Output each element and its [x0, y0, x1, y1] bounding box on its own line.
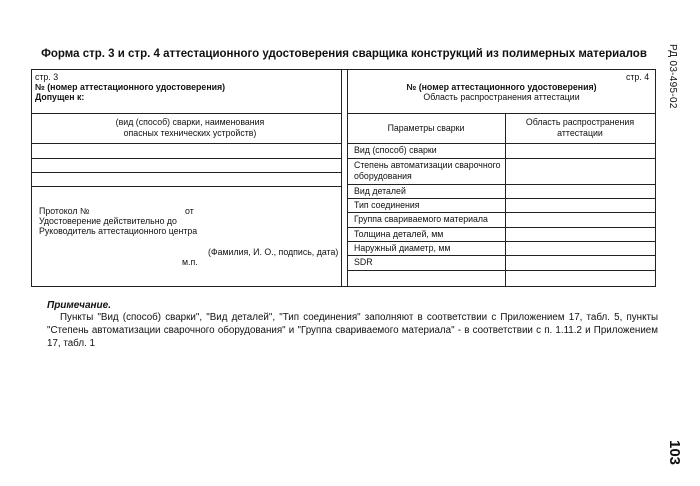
row-line: [347, 113, 656, 114]
stamp-label: м.п.: [182, 257, 198, 267]
param-row-label: SDR: [354, 257, 373, 267]
valid-until-label: Удостоверение действительно до: [39, 216, 177, 226]
row-line: [347, 198, 656, 199]
table-bottom-border: [31, 286, 656, 287]
row-line: [347, 270, 656, 271]
page-divider: [341, 69, 342, 287]
param-row-label: Вид (способ) сварки: [354, 145, 437, 155]
protocol-date-label: от: [185, 206, 194, 216]
param-row-label: Группа свариваемого материала: [354, 214, 488, 224]
param-row-label: Вид деталей: [354, 186, 406, 196]
row-line: [347, 184, 656, 185]
note-title: Примечание.: [47, 300, 111, 311]
certificate-number-left: № (номер аттестационного удостоверения): [35, 82, 226, 92]
admitted-label: Допущен к:: [35, 92, 85, 102]
param-row-label: Толщина деталей, мм: [354, 229, 444, 239]
table-left-border: [31, 69, 32, 287]
protocol-number-label: Протокол №: [39, 206, 90, 216]
row-line: [31, 113, 342, 114]
column-header-scope: Область распространения аттестации: [525, 117, 635, 138]
signature-caption: (Фамилия, И. О., подпись, дата): [208, 247, 339, 257]
row-line: [31, 186, 342, 187]
document-code: РД 03-495-02: [667, 44, 678, 109]
page-label-right: стр. 4: [626, 72, 650, 82]
form-title: Форма стр. 3 и стр. 4 аттестационного удостоверения сварщика конструкций из полимерных материалов: [41, 48, 647, 60]
row-line: [31, 172, 342, 173]
row-line: [347, 227, 656, 228]
note-text: Пункты "Вид (способ) сварки", "Вид деталей", "Тип соединения" заполняют в соответствии с Приложением 17, табл. 5, пункты "Степень автоматизации сварочного оборудования" и "Группа свариваемого материала" - в соответствии с п. 1.11.2 и Приложением 17, табл. 1: [47, 312, 658, 349]
param-row-label: Тип соединения: [354, 200, 420, 210]
row-line: [31, 143, 342, 144]
row-line: [347, 241, 656, 242]
page-number: 103: [666, 440, 683, 466]
row-line: [31, 158, 342, 159]
param-row-label: Степень автоматизации сварочного оборудования: [354, 160, 501, 181]
param-row-label: Наружный диаметр, мм: [354, 243, 451, 253]
welding-caption: (вид (способ) сварки, наименования опасных технических устройств): [115, 117, 265, 138]
row-line: [347, 255, 656, 256]
center-head-label: Руководитель аттестационного центра: [39, 226, 198, 236]
table-top-border: [31, 69, 656, 70]
row-line: [347, 212, 656, 213]
page-label-left: стр. 3: [35, 72, 59, 82]
column-line: [505, 113, 506, 286]
scope-line: Область распространения аттестации: [423, 92, 580, 102]
row-line: [347, 158, 656, 159]
row-line: [347, 143, 656, 144]
certificate-number-right: № (номер аттестационного удостоверения): [406, 82, 597, 92]
column-header-params: Параметры сварки: [387, 123, 465, 133]
